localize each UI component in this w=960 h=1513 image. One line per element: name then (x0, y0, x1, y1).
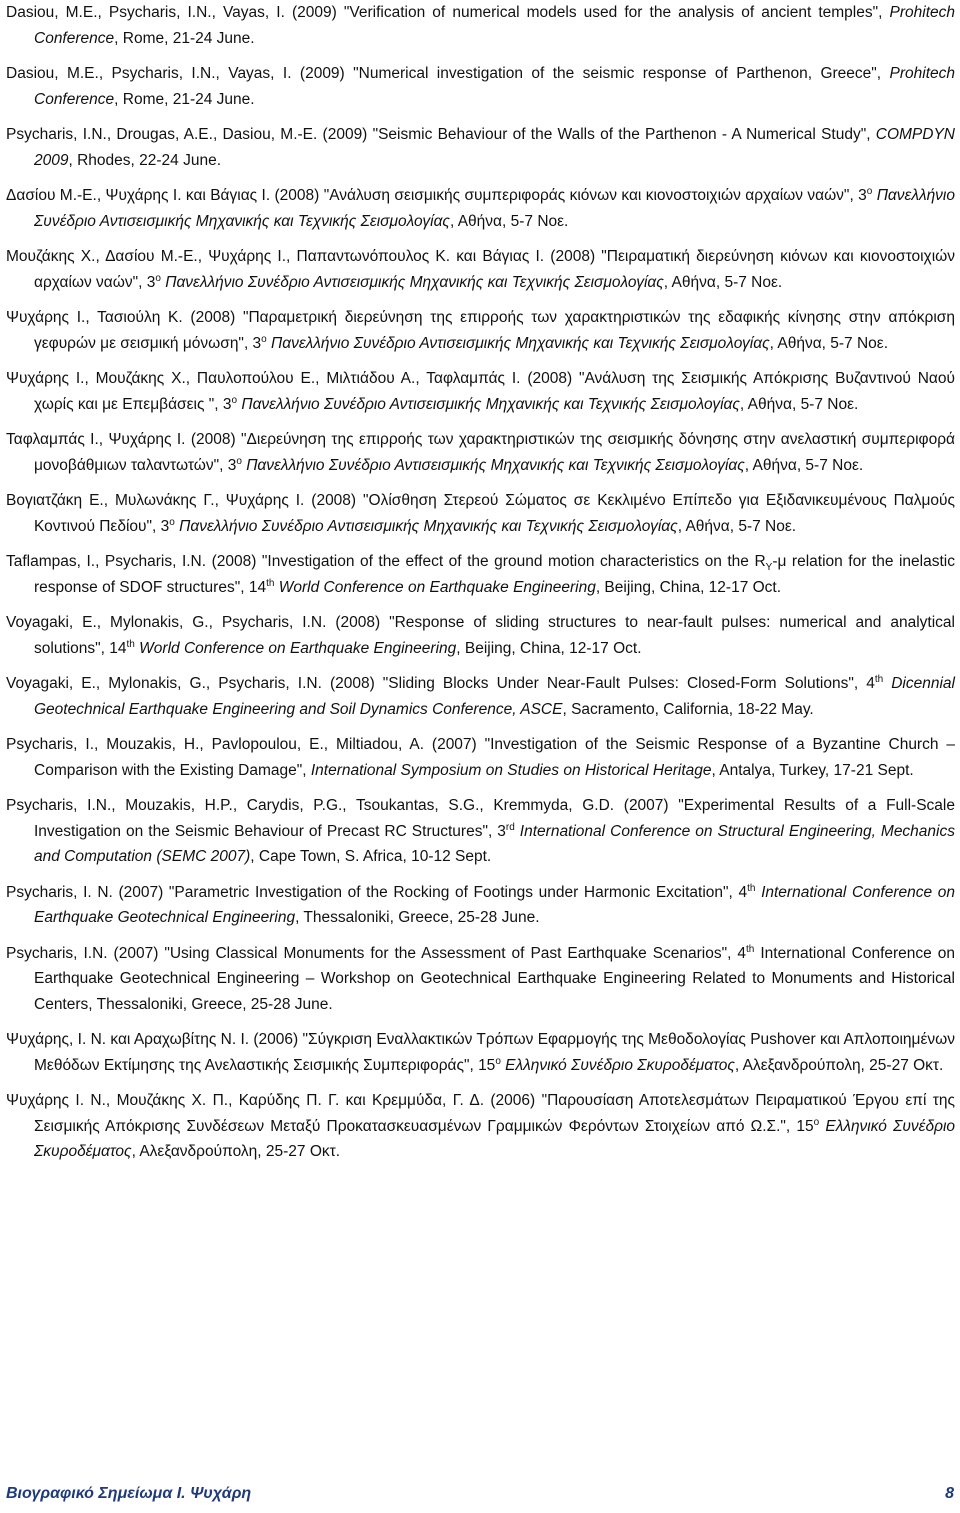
page-footer (6, 1485, 954, 1503)
reference-entry (6, 880, 955, 931)
footer-title: Βιογραφικό Σημείωμα Ι. Ψυχάρη (6, 1485, 252, 1502)
reference-location-date: , Beijing, China, 12-17 Oct. (595, 578, 782, 596)
reference-entry (6, 549, 955, 600)
reference-location-date: , Αθήνα, 5-7 Νοε. (769, 334, 889, 352)
reference-entry (6, 305, 955, 356)
reference-venue: Πανελλήνιο Συνέδριο Αντισεισμικής Μηχανικής και Τεχνικής Σεισμολογίας (34, 187, 955, 230)
reference-location-date: , Rome, 21-24 June. (114, 29, 255, 47)
reference-venue: Πανελλήνιο Συνέδριο Αντισεισμικής Μηχανικής και Τεχνικής Σεισμολογίας (174, 517, 678, 535)
reference-authors-title: Ψυχάρης Ι. Ν., Μουζάκης Χ. Π., Καρύδης Π. Γ. και Κρεμμύδα, Γ. Δ. (2006) "Παρουσίαση Αποτελεσμάτων Πειραματικού Έργου επί της Σεισμικής Απόκρισης Συνδέσεων Μεταξύ Προκατασκευασμένων Γραμμικών Φερόντων Στοιχείων από Ω.Σ.", 15 (6, 1092, 955, 1135)
reference-location-date: , Rome, 21-24 June. (114, 90, 255, 108)
reference-authors-title: Μουζάκης Χ., Δασίου Μ.-Ε., Ψυχάρης Ι., Παπαντωνόπουλος Κ. και Βάγιας Ι. (2008) "Πειραματική διερεύνηση κιόνων και κιονοστοιχιών αρχαίων ναών", 3 (6, 248, 955, 291)
reference-location-date: , Αθήνα, 5-7 Νοε. (449, 212, 569, 230)
reference-authors-title: Ψυχάρης, Ι. Ν. και Αραχωβίτης Ν. Ι. (2006) "Σύγκριση Εναλλακτικών Τρόπων Εφαρμογής της Μεθοδολογίας Pushover και Απλοποιημένων Μεθόδων Εκτίμησης της Ανελαστικής Σεισμικής Συμπεριφοράς", 15 (6, 1031, 955, 1074)
page-number: 8 (945, 1485, 954, 1502)
reference-authors-title: Δασίου Μ.-Ε., Ψυχάρης Ι. και Βάγιας Ι. (2008) "Ανάλυση σεισμικής συμπεριφοράς κιόνων και κιονοστοιχιών αρχαίων ναών", 3 (6, 187, 867, 204)
reference-venue: International Symposium on Studies on Historical Heritage (310, 761, 712, 779)
reference-location-date: , Antalya, Turkey, 17-21 Sept. (711, 761, 914, 779)
reference-venue: International Conference on Earthquake Geotechnical Engineering (34, 883, 956, 926)
reference-authors-title: Psycharis, I.N. (2007) "Using Classical Monuments for the Assessment of Past Earthquake Scenarios", 4 (6, 944, 747, 962)
reference-venue: Ελληνικό Συνέδριο Σκυροδέματος (500, 1056, 735, 1074)
reference-venue: Πανελλήνιο Συνέδριο Αντισεισμικής Μηχανικής και Τεχνικής Σεισμολογίας (266, 334, 770, 352)
reference-venue: Prohitech Conference (34, 65, 955, 108)
reference-entry (6, 0, 955, 51)
reference-venue: World Conference on Earthquake Engineering (274, 578, 596, 596)
reference-entry (6, 366, 955, 417)
reference-venue: Dicennial Geotechnical Earthquake Engineering and Soil Dynamics Conference, ASCE (34, 675, 955, 718)
reference-entry (6, 793, 955, 870)
reference-authors-title: Ψυχάρης Ι., Τασιούλη Κ. (2008) "Παραμετρική διερεύνηση της επιρροής των χαρακτηριστικών της εδαφικής κίνησης στην απόκριση γεφυρών με σεισμική μόνωση", 3 (6, 309, 955, 352)
reference-authors-title: Dasiou, M.E., Psycharis, I.N., Vayas, I. (2009) "Numerical investigation of the seismic response of Parthenon, Greece", (6, 65, 890, 82)
reference-venue: Ελληνικό Συνέδριο Σκυροδέματος (34, 1117, 956, 1160)
reference-location-date: , Thessaloniki, Greece, 25-28 June. (295, 909, 540, 926)
reference-venue: Πανελλήνιο Συνέδριο Αντισεισμικής Μηχανικής και Τεχνικής Σεισμολογίας (160, 273, 664, 291)
reference-ordinal: ο (261, 333, 267, 345)
reference-entry (6, 732, 955, 783)
reference-venue: COMPDYN 2009 (34, 126, 955, 169)
reference-ordinal: ο (495, 1055, 501, 1067)
reference-entry (6, 122, 955, 173)
reference-ordinal: ο (155, 272, 161, 284)
reference-entry (6, 671, 955, 722)
reference-entry (6, 61, 955, 112)
reference-title-cont: -μ relation for the inelastic response of SDOF structures", 14 (34, 553, 955, 596)
reference-ordinal: th (747, 882, 756, 894)
reference-ordinal: ο (169, 516, 175, 528)
reference-entry (6, 1088, 955, 1165)
reference-venue: Πανελλήνιο Συνέδριο Αντισεισμικής Μηχανικής και Τεχνικής Σεισμολογίας (237, 395, 740, 413)
reference-authors-title: Taflampas, I., Psycharis, I.N. (2008) "Investigation of the effect of the ground motion characteristics on the R (6, 553, 766, 570)
reference-ordinal: th (874, 673, 884, 685)
reference-ordinal: ο (231, 394, 238, 406)
reference-ordinal: ο (866, 185, 873, 197)
reference-ordinal: th (126, 638, 135, 650)
reference-list (6, 0, 955, 1175)
reference-location-date: International Conference on Earthquake Geotechnical Engineering – Workshop on Geotechnical Earthquake Engineering Related to Monuments and Historical Centers, Thessaloniki, Greece, 25-28 June. (34, 944, 955, 1013)
reference-location-date: , Beijing, China, 12-17 Oct. (456, 639, 642, 657)
reference-entry (6, 427, 955, 478)
reference-entry (6, 244, 955, 295)
reference-authors-title: Psycharis, I.N., Mouzakis, H.P., Carydis, P.G., Tsoukantas, S.G., Kremmyda, G.D. (2007) "Experimental Results of a Full-Scale Investigation on the Seismic Behaviour of Precast RC Structures", 3 (6, 797, 955, 840)
reference-location-date: , Αθήνα, 5-7 Νοε. (663, 273, 783, 291)
reference-entry (6, 1027, 955, 1078)
reference-entry (6, 941, 955, 1018)
reference-ordinal: ο (236, 455, 242, 467)
reference-venue: Πανελλήνιο Συνέδριο Αντισεισμικής Μηχανικής και Τεχνικής Σεισμολογίας (241, 456, 745, 474)
reference-ordinal: th (746, 943, 755, 955)
reference-location-date: , Αθήνα, 5-7 Νοε. (739, 395, 859, 413)
reference-location-date: , Cape Town, S. Africa, 10-12 Sept. (250, 848, 492, 865)
reference-authors-title: Psycharis, I.N., Drougas, A.E., Dasiou, M.-E. (2009) "Seismic Behaviour of the Walls of the Parthenon - A Numerical Study", (6, 126, 876, 143)
reference-authors-title: Psycharis, I., Mouzakis, H., Pavlopoulou, E., Miltiadou, A. (2007) "Investigation of the Seismic Response of a Byzantine Church – Comparison with the Existing Damage", (6, 736, 955, 779)
reference-entry (6, 610, 955, 661)
reference-entry (6, 488, 955, 539)
reference-authors-title: Ψυχάρης Ι., Μουζάκης Χ., Παυλοπούλου Ε., Μιλτιάδου Α., Ταφλαμπάς Ι. (2008) "Ανάλυση της Σεισμικής Απόκρισης Βυζαντινού Ναού χωρίς και με Επεμβάσεις ", 3 (6, 370, 955, 413)
reference-location-date: , Rhodes, 22-24 June. (68, 151, 222, 169)
reference-authors-title: Psycharis, I. N. (2007) "Parametric Investigation of the Rocking of Footings under Harmonic Excitation", 4 (6, 883, 748, 901)
reference-authors-title: Dasiou, M.E., Psycharis, I.N., Vayas, I. (2009) "Verification of numerical models used for the analysis of ancient temples", (6, 4, 890, 21)
reference-authors-title: Voyagaki, E., Mylonakis, G., Psycharis, I.N. (2008) "Sliding Blocks Under Near-Fault Pulses: Closed-Form Solutions", 4 (6, 675, 875, 692)
reference-authors-title: Voyagaki, E., Mylonakis, G., Psycharis, I.N. (2008) "Response of sliding structures to near-fault pulses: numerical and analytical solutions", 14 (6, 614, 955, 657)
reference-authors-title: Ταφλαμπάς Ι., Ψυχάρης Ι. (2008) "Διερεύνηση της επιρροής των χαρακτηριστικών της σεισμικής δόνησης στην ανελαστική συμπεριφορά μονοβάθμιων ταλαντωτών", 3 (6, 431, 955, 474)
reference-location-date: , Αλεξανδρούπολη, 25-27 Οκτ. (734, 1056, 944, 1074)
reference-location-date: , Sacramento, California, 18-22 May. (562, 700, 814, 718)
reference-authors-title: Βογιατζάκη Ε., Μυλωνάκης Γ., Ψυχάρης Ι. (2008) "Ολίσθηση Στερεού Σώματος σε Κεκλιμένο Επίπεδο για Εξιδανικευμένους Παλμούς Κοντινού Πεδίου", 3 (6, 492, 955, 535)
reference-venue: International Conference on Structural Engineering, Mechanics and Computation (SEMC 2007) (34, 822, 955, 865)
reference-location-date: , Αθήνα, 5-7 Νοε. (677, 517, 797, 535)
reference-ordinal: rd (505, 821, 515, 833)
reference-venue: Prohitech Conference (34, 4, 955, 47)
reference-venue: World Conference on Earthquake Engineering (134, 639, 457, 657)
reference-ordinal: ο (813, 1116, 820, 1128)
reference-ordinal: th (266, 577, 275, 589)
reference-location-date: , Αλεξανδρούπολη, 25-27 Οκτ. (131, 1143, 341, 1160)
reference-entry (6, 183, 955, 234)
reference-subscript: Y (765, 562, 773, 574)
reference-location-date: , Αθήνα, 5-7 Νοε. (744, 456, 864, 474)
